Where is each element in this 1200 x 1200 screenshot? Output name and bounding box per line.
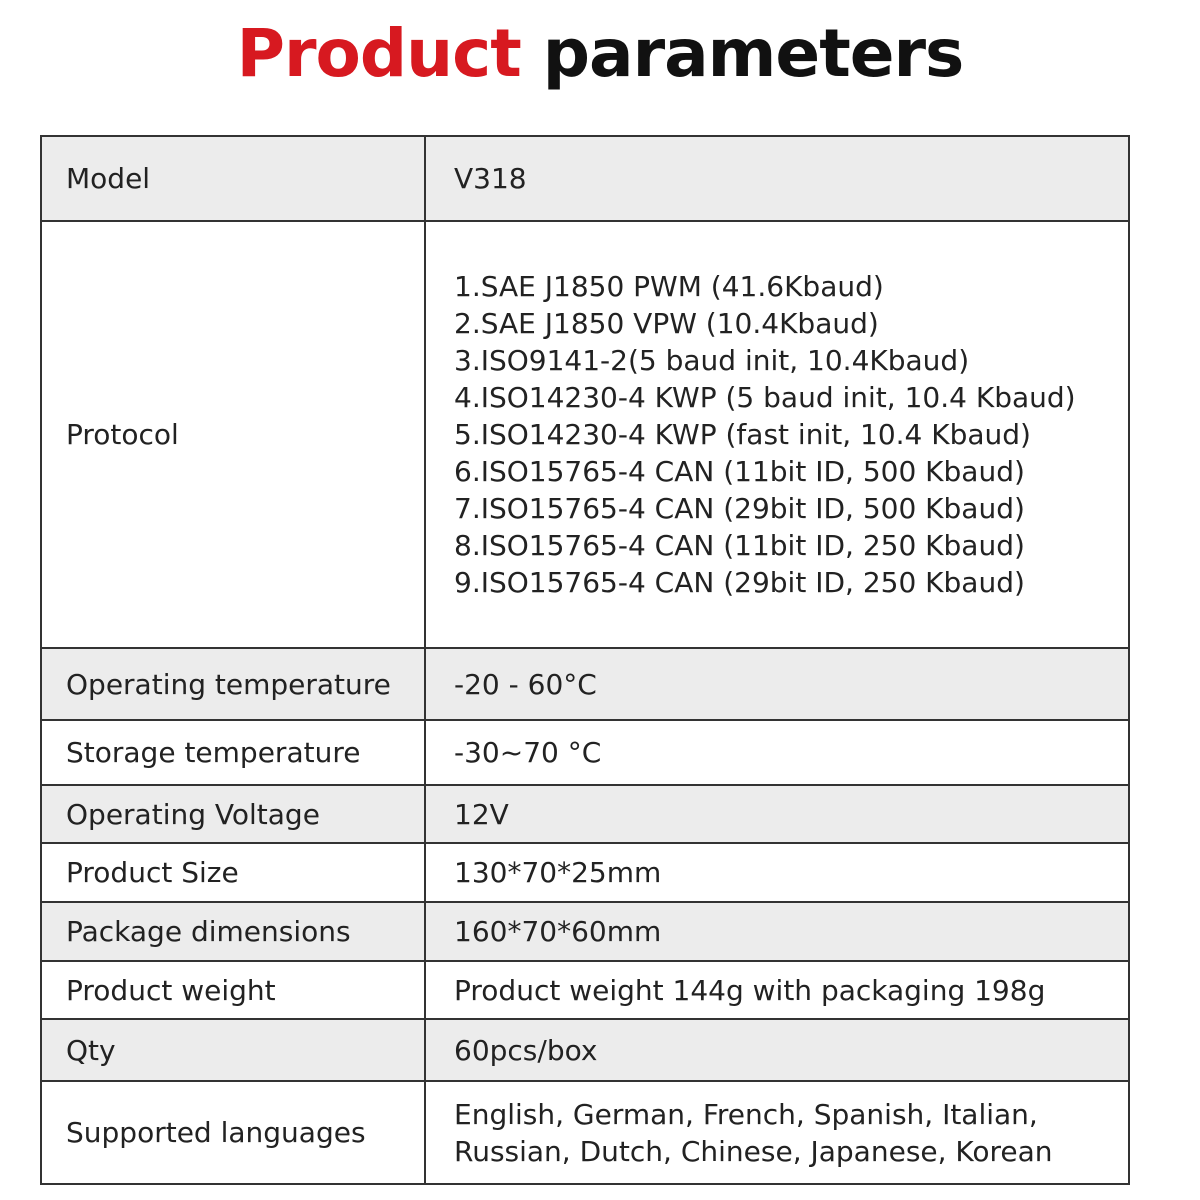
protocol-item: 3.ISO9141-2(5 baud init, 10.4Kbaud) xyxy=(454,344,970,377)
operating-voltage-value: 12V xyxy=(425,785,1129,843)
parameters-table xyxy=(40,135,1130,1185)
supported-languages-line: English, German, French, Spanish, Italian, xyxy=(454,1097,1038,1131)
protocol-item: 7.ISO15765-4 CAN (29bit ID, 500 Kbaud) xyxy=(454,492,1025,525)
model-label: Model xyxy=(41,136,425,221)
table-row-operating-temperature xyxy=(41,648,1129,720)
operating-temperature-value: -20 - 60°C xyxy=(425,648,1129,720)
product-size-value: 130*70*25mm xyxy=(425,843,1129,902)
storage-temperature-value: -30~70 °C xyxy=(425,720,1129,785)
table-row-supported-languages xyxy=(41,1081,1129,1184)
page-title-rest: parameters xyxy=(542,15,964,92)
operating-voltage-label: Operating Voltage xyxy=(41,785,425,843)
package-dimensions-value: 160*70*60mm xyxy=(425,902,1129,961)
operating-temperature-label: Operating temperature xyxy=(41,648,425,720)
protocol-item: 2.SAE J1850 VPW (10.4Kbaud) xyxy=(454,307,879,340)
table-row-protocol xyxy=(41,221,1129,648)
table-row-operating-voltage xyxy=(41,785,1129,843)
package-dimensions-label: Package dimensions xyxy=(41,902,425,961)
qty-value: 60pcs/box xyxy=(425,1019,1129,1081)
table-row-qty xyxy=(41,1019,1129,1081)
page-title-accent: Product xyxy=(236,15,521,92)
protocol-item: 5.ISO14230-4 KWP (fast init, 10.4 Kbaud) xyxy=(454,418,1031,451)
storage-temperature-label: Storage temperature xyxy=(41,720,425,785)
table-row-product-size xyxy=(41,843,1129,902)
supported-languages-value xyxy=(425,1081,1129,1184)
protocol-item: 4.ISO14230-4 KWP (5 baud init, 10.4 Kbaud) xyxy=(454,381,1076,414)
table-row-model xyxy=(41,136,1129,221)
protocol-item: 8.ISO15765-4 CAN (11bit ID, 250 Kbaud) xyxy=(454,529,1025,562)
qty-label: Qty xyxy=(41,1019,425,1081)
protocol-item: 9.ISO15765-4 CAN (29bit ID, 250 Kbaud) xyxy=(454,566,1025,599)
protocol-value xyxy=(425,221,1129,648)
product-size-label: Product Size xyxy=(41,843,425,902)
supported-languages-label: Supported languages xyxy=(41,1081,425,1184)
product-weight-value: Product weight 144g with packaging 198g xyxy=(425,961,1129,1019)
model-value: V318 xyxy=(425,136,1129,221)
page-title xyxy=(0,14,1200,94)
supported-languages-line: Russian, Dutch, Chinese, Japanese, Korean xyxy=(454,1134,1053,1168)
protocol-item: 1.SAE J1850 PWM (41.6Kbaud) xyxy=(454,270,884,303)
product-weight-label: Product weight xyxy=(41,961,425,1019)
protocol-label: Protocol xyxy=(41,221,425,648)
table-row-storage-temperature xyxy=(41,720,1129,785)
protocol-list xyxy=(454,268,1128,601)
table-row-package-dimensions xyxy=(41,902,1129,961)
protocol-item: 6.ISO15765-4 CAN (11bit ID, 500 Kbaud) xyxy=(454,455,1025,488)
table-row-product-weight xyxy=(41,961,1129,1019)
